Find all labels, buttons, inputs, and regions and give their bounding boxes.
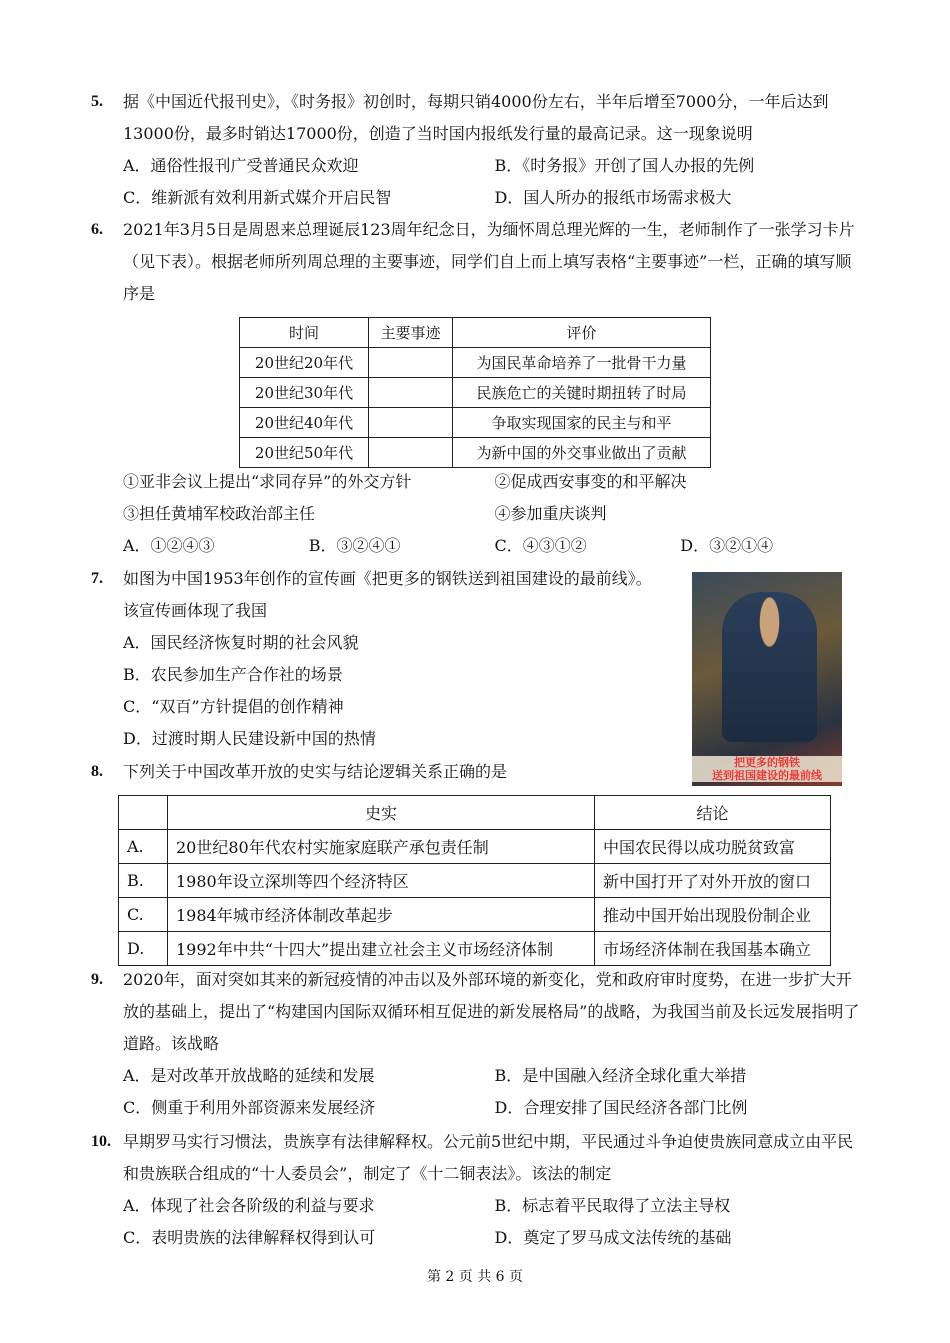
question-number: 9. [91,971,103,988]
table-cell: 推动中国开始出现股份制企业 [595,898,831,932]
table-cell: 20世纪40年代 [240,408,369,438]
table-cell: A. [119,830,168,864]
option-a: A．是对改革开放战略的延续和发展 [123,1066,375,1085]
table-cell: D. [119,932,168,966]
reform-table [118,795,831,966]
option-a: A．通俗性报刊广受普通民众欢迎 [123,156,359,175]
table-row [119,932,831,966]
page-footer: 第 2 页 共 6 页 [426,1269,524,1285]
table-header: 史实 [168,796,595,830]
table-header: 结论 [595,796,831,830]
option-a: A．体现了社会各阶级的利益与要求 [123,1196,375,1215]
table-header: 评价 [453,318,711,348]
table-cell: 争取实现国家的民主与和平 [453,408,711,438]
propaganda-poster-image [692,572,842,786]
table-cell: 市场经济体制在我国基本确立 [595,932,831,966]
option-b: B．农民参加生产合作社的场景 [123,665,343,684]
steelworker-figure [722,592,817,742]
study-card-table [239,317,711,468]
question-number: 5. [91,93,103,110]
table-row [119,898,831,932]
table-cell [369,408,453,438]
question-9 [91,964,866,1124]
table-cell: 1992年中共“十四大”提出建立社会主义市场经济体制 [168,932,595,966]
option-d: D．过渡时期人民建设新中国的热情 [123,729,376,748]
option-b: B．③②④① [308,536,401,555]
option-a: A．①②④③ [123,536,215,555]
question-7 [91,563,691,755]
option-b: B．是中国融入经济全球化重大举措 [494,1066,747,1085]
table-header [119,796,168,830]
question-stem: 2020年，面对突如其来的新冠疫情的冲击以及外部环境的新变化，党和政府审时度势，在进一步扩大开放的基础上，提出了“构建国内国际双循环相互促进的新发展格局”的战略，为我国当前及长远发展指明了道路。该战略 [123,970,860,1053]
poster-caption-line: 送到祖国建设的最前线 [712,769,822,782]
event-item: ②促成西安事变的和平解决 [494,472,687,491]
question-number: 7. [91,570,103,587]
option-c: C．“双百”方针提倡的创作精神 [123,697,344,716]
question-5 [91,86,866,214]
table-cell: 1980年设立深圳等四个经济特区 [168,864,595,898]
option-d: D．合理安排了国民经济各部门比例 [494,1098,748,1117]
table-cell [369,378,453,408]
table-row [240,408,711,438]
table-cell: 民族危亡的关键时期扭转了时局 [453,378,711,408]
question-8 [91,756,866,788]
question-stem: 如图为中国1953年创作的宣传画《把更多的钢铁送到祖国建设的最前线》。 [123,569,652,588]
question-stem: 下列关于中国改革开放的史实与结论逻辑关系正确的是 [123,762,508,781]
table-header: 主要事迹 [369,318,453,348]
option-c: C．④③①② [494,536,587,555]
event-item: ④参加重庆谈判 [494,504,607,523]
option-a: A．国民经济恢复时期的社会风貌 [123,633,359,652]
table-cell: 20世纪30年代 [240,378,369,408]
question-6 [91,214,866,310]
table-row [119,830,831,864]
option-d: D．③②①④ [680,536,774,555]
table-cell [369,438,453,468]
question-stem: 早期罗马实行习惯法，贵族享有法律解释权。公元前5世纪中期，平民通过斗争迫使贵族同意成立由平民和贵族联合组成的“十人委员会”，制定了《十二铜表法》。该法的制定 [123,1132,854,1183]
table-cell: B. [119,864,168,898]
table-cell: C. [119,898,168,932]
table-cell: 为新中国的外交事业做出了贡献 [453,438,711,468]
table-row [240,348,711,378]
question-stem: 该宣传画体现了我国 [123,601,268,620]
question-10 [91,1126,866,1254]
question-number: 10. [91,1133,111,1150]
table-cell [369,348,453,378]
option-d: D．国人所办的报纸市场需求极大 [494,188,732,207]
event-item: ③担任黄埔军校政治部主任 [123,504,316,523]
table-row [240,378,711,408]
table-cell: 20世纪80年代农村实施家庭联产承包责任制 [168,830,595,864]
table-cell: 新中国打开了对外开放的窗口 [595,864,831,898]
table-row [240,438,711,468]
option-b: B．标志着平民取得了立法主导权 [494,1196,731,1215]
question-number: 6. [91,221,103,238]
option-d: D．奠定了罗马成文法传统的基础 [494,1228,732,1247]
question-6-items [91,466,866,562]
table-cell: 20世纪50年代 [240,438,369,468]
option-c: C．侧重于利用外部资源来发展经济 [123,1098,376,1117]
question-stem: 2021年3月5日是周恩来总理诞辰123周年纪念日，为缅怀周总理光辉的一生，老师制作了一张学习卡片（见下表）。根据老师所列周总理的主要事迹，同学们自上而上填写表格“主要事迹”一栏，正确的填写顺序是 [123,220,855,303]
table-row [119,864,831,898]
option-c: C．表明贵族的法律解释权得到认可 [123,1228,376,1247]
poster-caption-line: 把更多的钢铁 [734,756,800,769]
option-c: C．维新派有效利用新式媒介开启民智 [123,188,392,207]
option-b: B．《时务报》开创了国人办报的先例 [494,156,755,175]
question-stem: 据《中国近代报刊史》，《时务报》初创时，每期只销4000份左右，半年后增至7000分，一年后达到13000份，最多时销达17000份，创造了当时国内报纸发行量的最高记录。这一现象说明 [123,92,829,143]
table-cell: 为国民革命培养了一批骨干力量 [453,348,711,378]
table-cell: 中国农民得以成功脱贫致富 [595,830,831,864]
table-cell: 20世纪20年代 [240,348,369,378]
question-number: 8. [91,763,103,780]
table-header: 时间 [240,318,369,348]
event-item: ①亚非会议上提出“求同存异”的外交方针 [123,472,412,491]
table-cell: 1984年城市经济体制改革起步 [168,898,595,932]
